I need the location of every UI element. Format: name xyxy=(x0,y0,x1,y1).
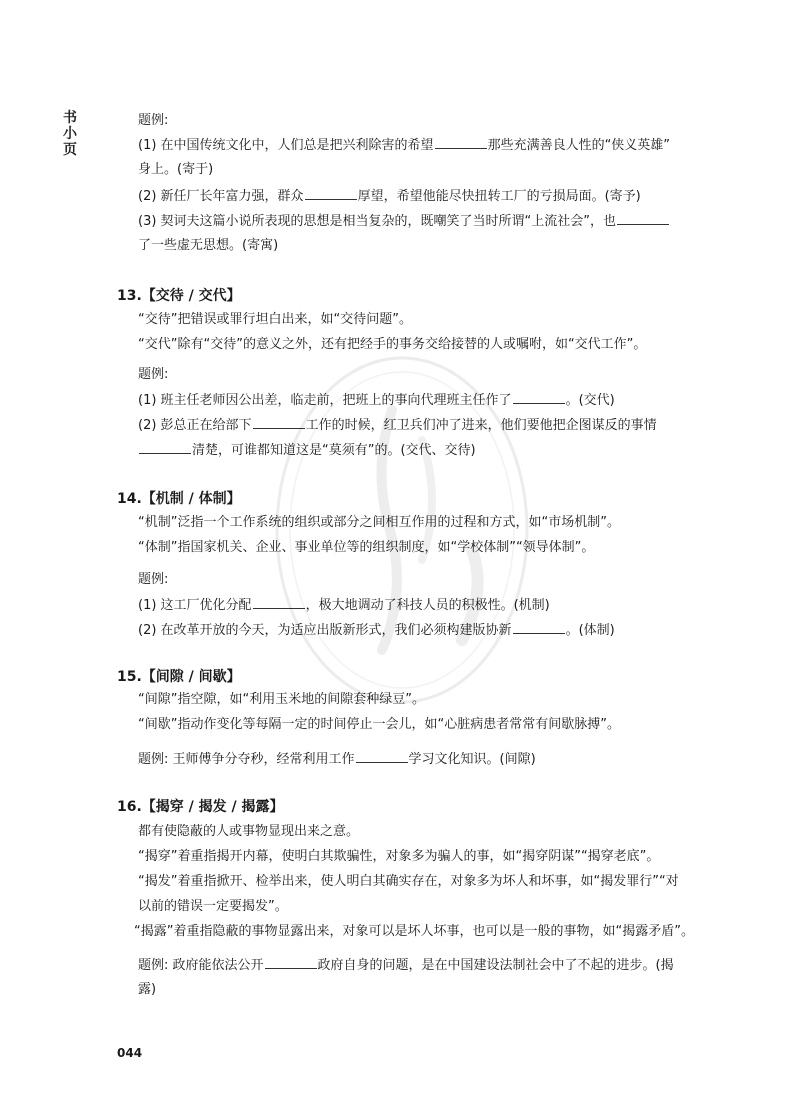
section-15-def-1: “间隙”指空隙，如“利用玉米地的间隙套种绿豆”。 xyxy=(138,692,425,707)
intro-example-1-cont: 身上。(寄于) xyxy=(138,162,214,177)
intro-example-label: 题例: xyxy=(138,113,169,128)
section-13-title: 13.【交待 / 交代】 xyxy=(117,288,241,304)
section-13-def-1: “交待”把错误或罪行坦白出来，如“交待问题”。 xyxy=(138,312,412,327)
logo-char-2: 小 xyxy=(63,126,77,142)
section-14-def-1: “机制”泛指一个工作系统的组织或部分之间相互作用的过程和方式，如“市场机制”。 xyxy=(138,515,620,530)
answer-blank[interactable] xyxy=(617,212,669,225)
logo-char-1: 书 xyxy=(63,110,77,126)
section-16-example-cont: 露) xyxy=(138,982,157,997)
answer-blank[interactable] xyxy=(253,416,305,429)
section-16-def-0: 都有使隐蔽的人或事物显现出来之意。 xyxy=(138,824,360,839)
section-16-title: 16.【揭穿 / 揭发 / 揭露】 xyxy=(117,799,284,815)
section-13-example-2: (2) 彭总正在给部下 工作的时候，红卫兵们冲了进来，他们要他把企图谋反的事情 xyxy=(138,418,657,433)
answer-blank[interactable] xyxy=(513,391,565,404)
page-number: 044 xyxy=(117,1046,143,1060)
section-16-def-1: “揭穿”着重指揭开内幕，使明白其欺骗性，对象多为骗人的事，如“揭穿阴谋”“揭穿老底”。 xyxy=(138,849,660,864)
section-14-def-2: “体制”指国家机关、企业、事业单位等的组织制度，如“学校体制”“领导体制”。 xyxy=(138,540,595,555)
section-14-title: 14.【机制 / 体制】 xyxy=(117,491,241,507)
section-14-example-label: 题例: xyxy=(138,572,169,587)
section-16-def-2-cont: 以前的错误一定要揭发”。 xyxy=(138,899,288,914)
answer-blank[interactable] xyxy=(139,441,191,454)
answer-blank[interactable] xyxy=(356,750,408,763)
intro-example-3-cont: 了一些虚无思想。(寄寓) xyxy=(138,238,279,253)
answer-blank[interactable] xyxy=(435,136,487,149)
answer-blank[interactable] xyxy=(513,621,565,634)
intro-example-2: (2) 新任厂长年富力强，群众 厚望，希望他能尽快扭转工厂的亏损局面。(寄予) xyxy=(138,189,641,204)
section-16-def-2: “揭发”着重指掀开、检举出来，使人明白其确实存在，对象多为坏人和坏事，如“揭发罪行”“对 xyxy=(138,874,679,889)
section-14-example-2: (2) 在改革开放的今天，为适应出版新形式，我们必须构建版协新 。(体制) xyxy=(138,623,615,638)
section-16-def-3: “揭露”着重指隐蔽的事物显露出来，对象可以是坏人坏事，也可以是一般的事物，如“揭露矛盾”。 xyxy=(134,924,694,939)
section-14-example-1: (1) 这工厂优化分配 ，极大地调动了科技人员的积极性。(机制) xyxy=(138,598,550,613)
section-15-title: 15.【间隙 / 间歇】 xyxy=(117,669,241,685)
answer-blank[interactable] xyxy=(265,956,317,969)
section-16-example: 题例: 政府能依法公开 政府自身的问题，是在中国建设法制社会中了不起的进步。(揭 xyxy=(138,958,674,973)
section-13-example-2-cont: 清楚，可谁都知道这是“莫须有”的。(交代、交待) xyxy=(138,441,476,460)
answer-blank[interactable] xyxy=(253,596,305,609)
logo xyxy=(60,110,80,158)
intro-example-3: (3) 契诃夫这篇小说所表现的思想是相当复杂的，既嘲笑了当时所谓“上流社会”，也 xyxy=(138,212,670,231)
section-15-example: 题例: 王师傅争分夺秒，经常利用工作 学习文化知识。(间隙) xyxy=(138,752,536,767)
logo-char-3: 页 xyxy=(63,142,77,158)
section-15-def-2: “间歇”指动作变化等每隔一定的时间停止一会儿，如“心脏病患者常常有间歇脉搏”。 xyxy=(138,717,620,732)
section-13-def-2: “交代”除有“交待”的意义之外，还有把经手的事务交给接替的人或嘱咐，如“交代工作”。 xyxy=(138,337,647,352)
intro-example-1: (1) 在中国传统文化中，人们总是把兴利除害的希望 那些充满善良人性的“侠义英雄” xyxy=(138,138,671,153)
answer-blank[interactable] xyxy=(305,187,357,200)
section-13-example-1: (1) 班主任老师因公出差，临走前，把班上的事向代理班主任作了 。(交代) xyxy=(138,393,615,408)
section-13-example-label: 题例: xyxy=(138,367,169,382)
